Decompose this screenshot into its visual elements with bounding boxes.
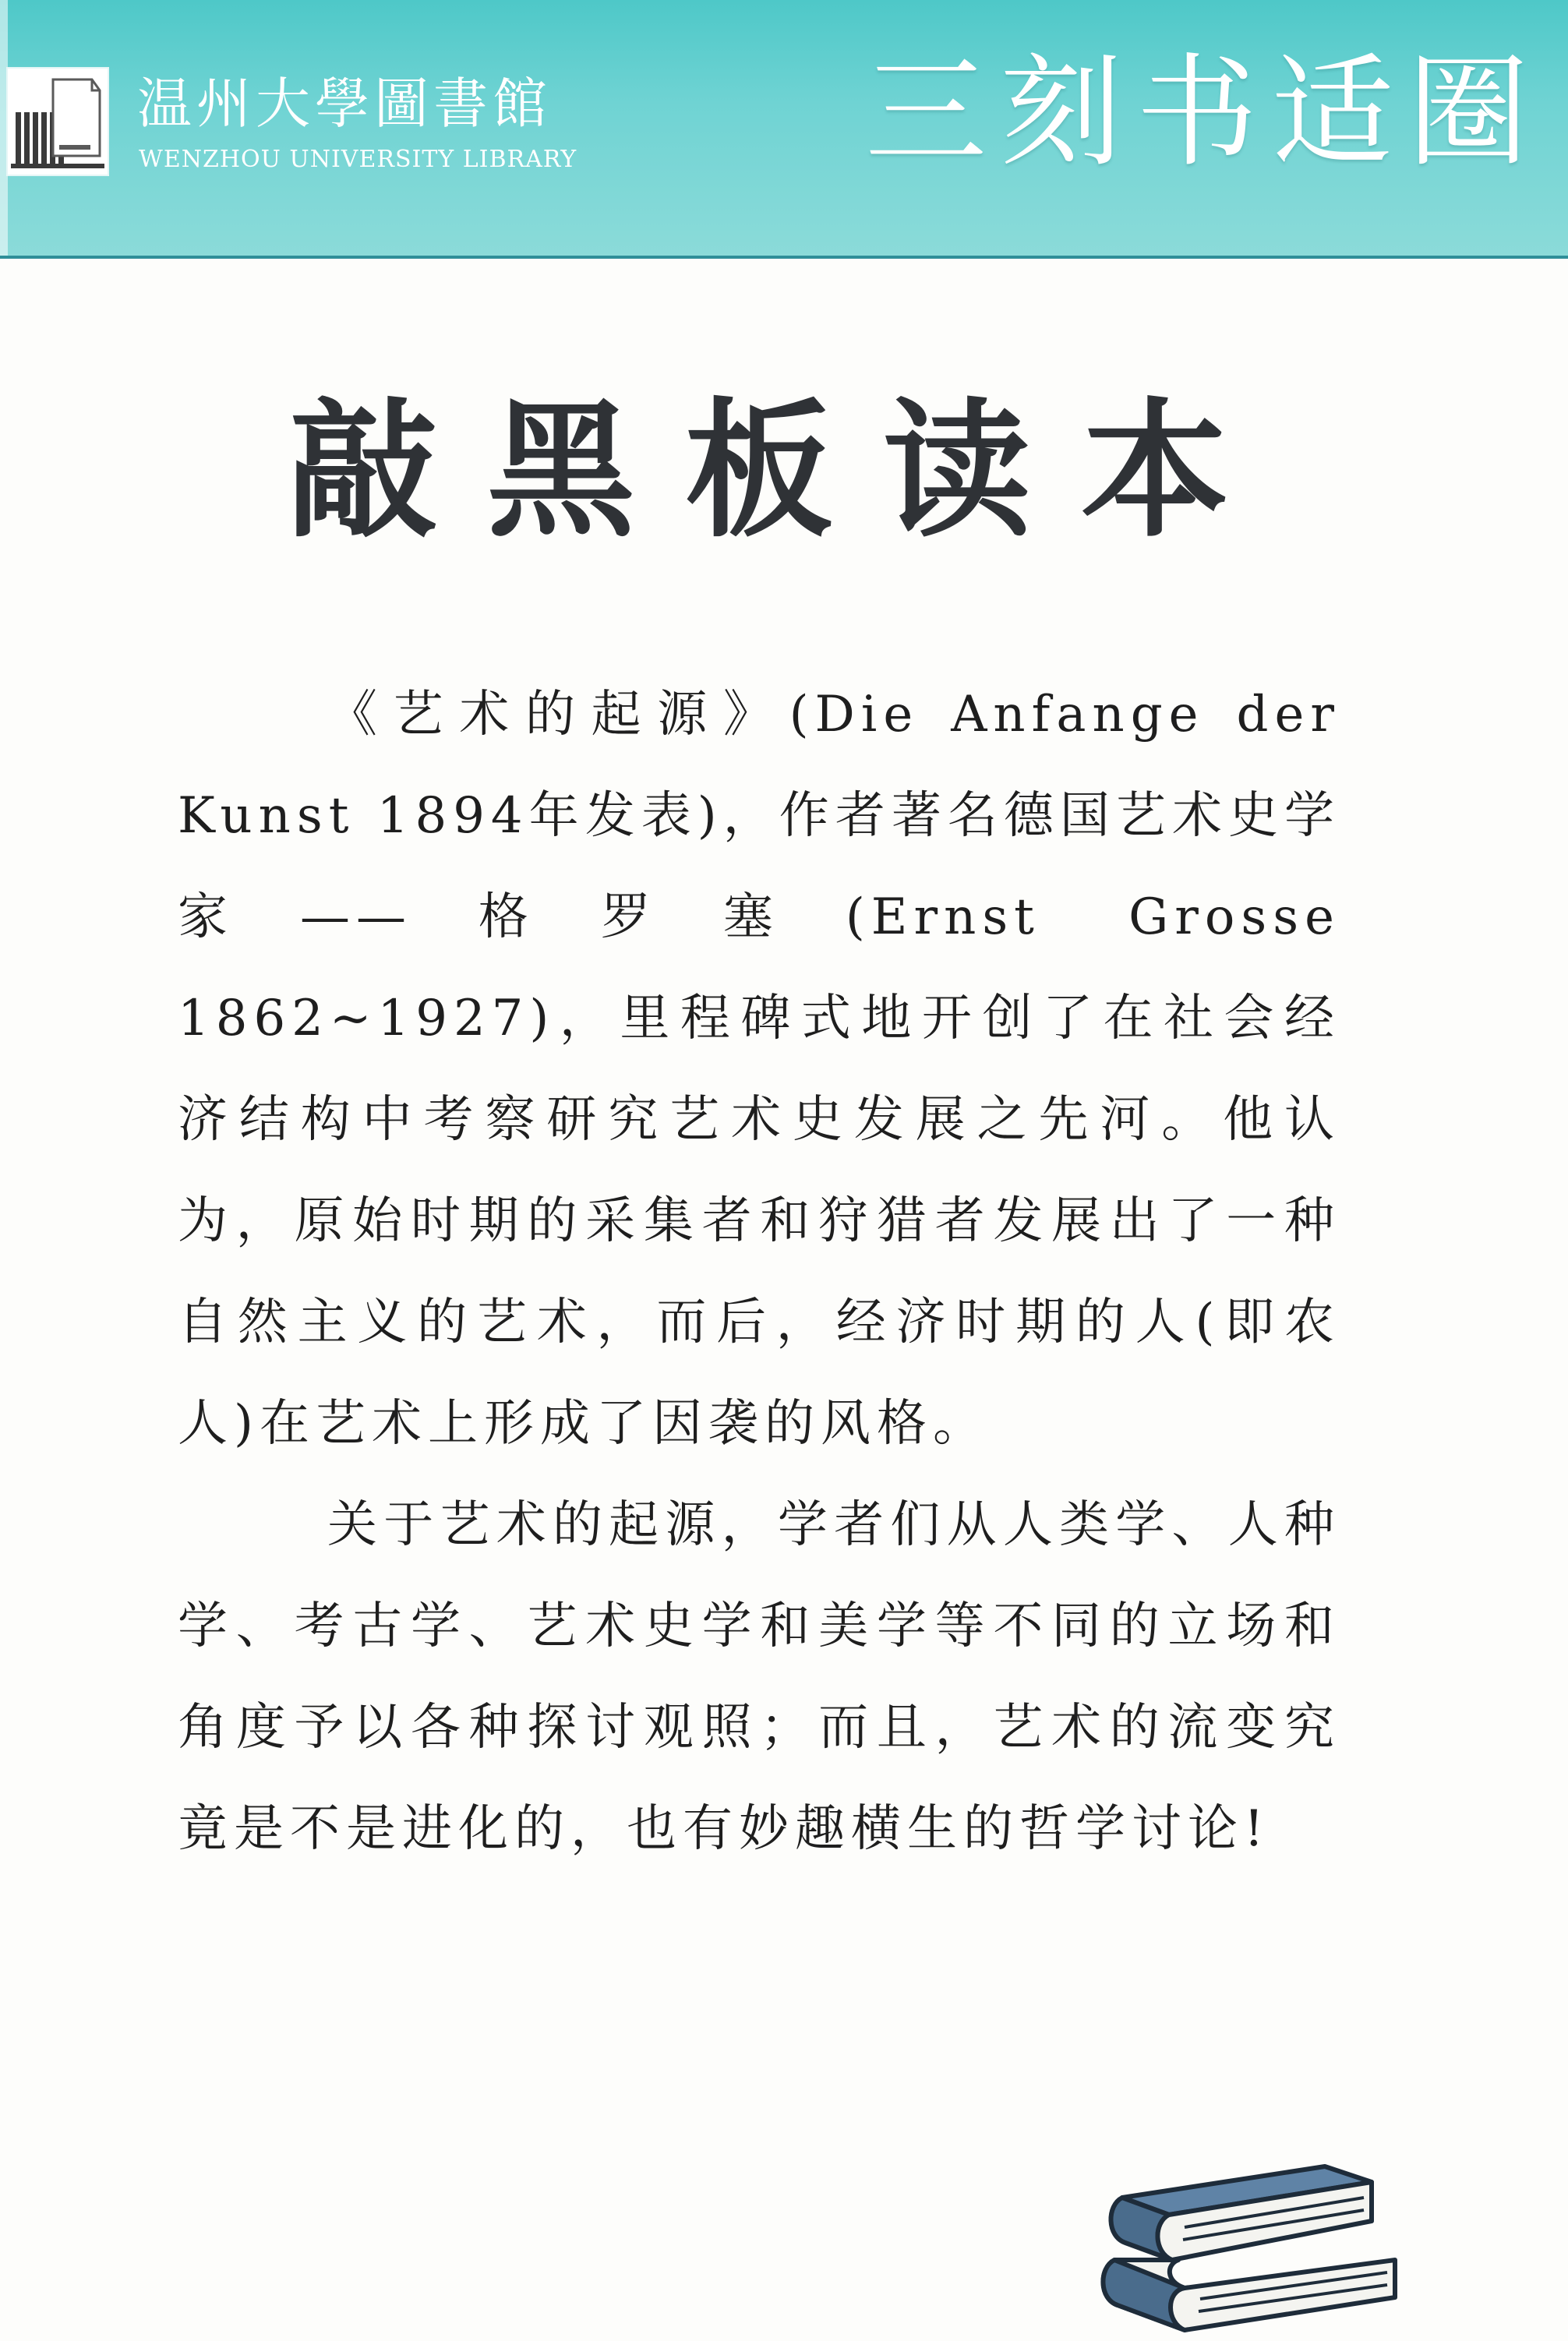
- paragraph-scholarly-views: 关于艺术的起源，学者们从人类学、人种学、考古学、艺术史学和美学等不同的立场和角度予以各种探讨观照；而且，艺术的流变究竟是不是进化的，也有妙趣横生的哲学讨论!: [178, 1496, 1340, 1858]
- library-logo-icon: [6, 67, 109, 176]
- library-name-english: WENZHOU UNIVERSITY LIBRARY: [139, 146, 577, 173]
- library-name-chinese: 温州大學圖書館: [137, 72, 552, 136]
- stacked-books-icon: [1091, 2151, 1403, 2338]
- paragraph-origin-of-art: 《艺术的起源》(Die Anfange der Kunst 1894年发表)，作者著名德国艺术史学家——格罗塞(Ernst Grosse 1862~1927)，里程碑式地开创了在社会经济结构中考察研究艺术史发展之先河。他认为，原始时期的采集者和狩猎者发展出了一种自然主义的艺术，而后，经济时期的人(即农人)在艺术上形成了因袭的风格。: [178, 686, 1340, 1453]
- main-title: 敲黑板读本: [288, 385, 1279, 557]
- article-body: [178, 664, 1340, 1880]
- column-title: 三刻书适圈: [865, 41, 1543, 183]
- header-banner: [0, 0, 1568, 259]
